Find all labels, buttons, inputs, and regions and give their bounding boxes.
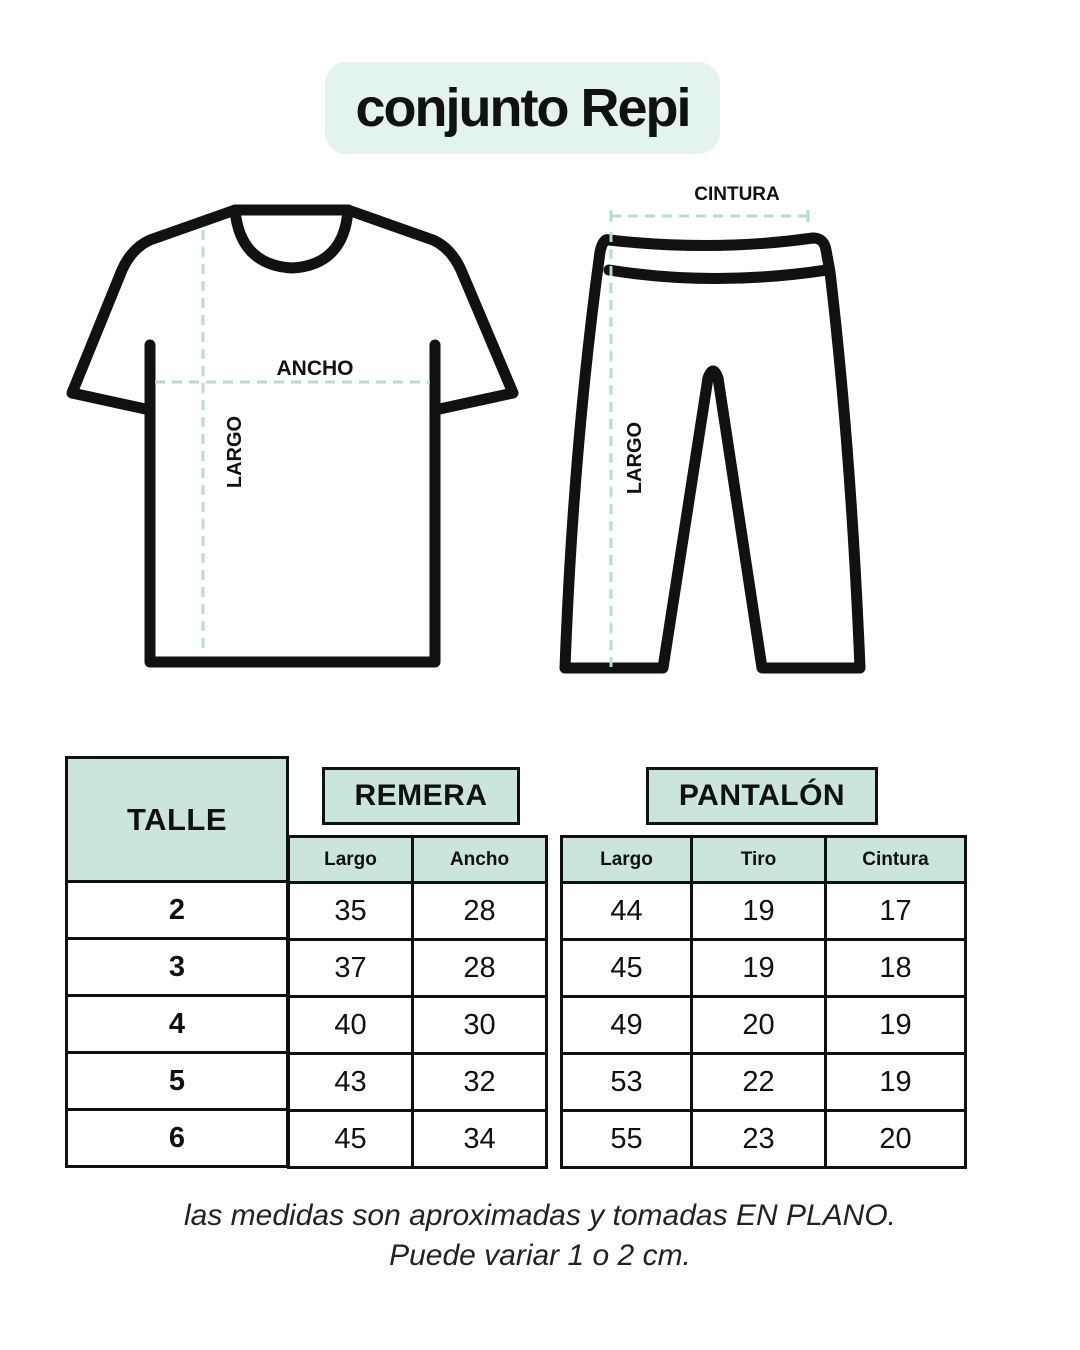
table-cell: 20 [692,997,826,1054]
table-cell: 40 [289,997,413,1054]
table-row [562,1054,966,1111]
table-cell: 55 [562,1111,692,1168]
column-header: Largo [562,837,692,883]
table-row [562,940,966,997]
table-row [67,996,288,1053]
table-header-row [562,837,966,883]
table-row [562,1111,966,1168]
table-cell: 19 [826,997,966,1054]
column-header: Cintura [826,837,966,883]
size-cell: 2 [67,882,288,939]
tshirt-illustration [72,210,513,662]
table-cell: 20 [826,1111,966,1168]
table-cell: 43 [289,1054,413,1111]
table-cell: 19 [692,883,826,940]
table-cell: 34 [413,1111,547,1168]
remera-section-label: REMERA [322,767,520,825]
table-cell: 53 [562,1054,692,1111]
tshirt-width-label: ANCHO [276,357,354,380]
table-cell: 18 [826,940,966,997]
table-cell: 45 [289,1111,413,1168]
table-cell: 44 [562,883,692,940]
table-row [289,1111,547,1168]
note-line-1: las medidas son aproximadas y tomadas EN PLANO. [184,1199,896,1232]
column-header: Ancho [413,837,547,883]
table-row [562,883,966,940]
size-column-table [65,880,289,1168]
note-line-2: Puede variar 1 o 2 cm. [389,1239,691,1272]
table-cell: 32 [413,1054,547,1111]
table-row [67,939,288,996]
column-header: Largo [289,837,413,883]
table-row [289,940,547,997]
table-row [67,1110,288,1167]
measurement-note [0,1196,1080,1276]
table-row [289,883,547,940]
table-cell: 19 [692,940,826,997]
table-row [67,882,288,939]
page-title: conjunto Repi [325,62,720,154]
table-row [67,1053,288,1110]
table-cell: 17 [826,883,966,940]
pantalon-section-label: PANTALÓN [646,767,878,825]
pants-length-label: LARGO [624,421,646,495]
tshirt-length-label: LARGO [224,415,246,489]
tshirt-measure-lines [155,230,430,655]
size-cell: 5 [67,1053,288,1110]
size-cell: 6 [67,1110,288,1167]
table-cell: 45 [562,940,692,997]
table-cell: 37 [289,940,413,997]
remera-table [287,835,548,1169]
size-cell: 3 [67,939,288,996]
size-header: TALLE [65,756,289,883]
column-header: Tiro [692,837,826,883]
table-row [289,1054,547,1111]
table-cell: 49 [562,997,692,1054]
table-cell: 35 [289,883,413,940]
table-cell: 22 [692,1054,826,1111]
table-header-row [289,837,547,883]
table-cell: 28 [413,940,547,997]
pants-illustration [565,238,860,668]
table-row [562,997,966,1054]
table-cell: 30 [413,997,547,1054]
table-row [289,997,547,1054]
pantalon-table [560,835,967,1169]
size-cell: 4 [67,996,288,1053]
table-cell: 19 [826,1054,966,1111]
table-cell: 23 [692,1111,826,1168]
table-cell: 28 [413,883,547,940]
pants-waist-label: CINTURA [694,184,780,205]
